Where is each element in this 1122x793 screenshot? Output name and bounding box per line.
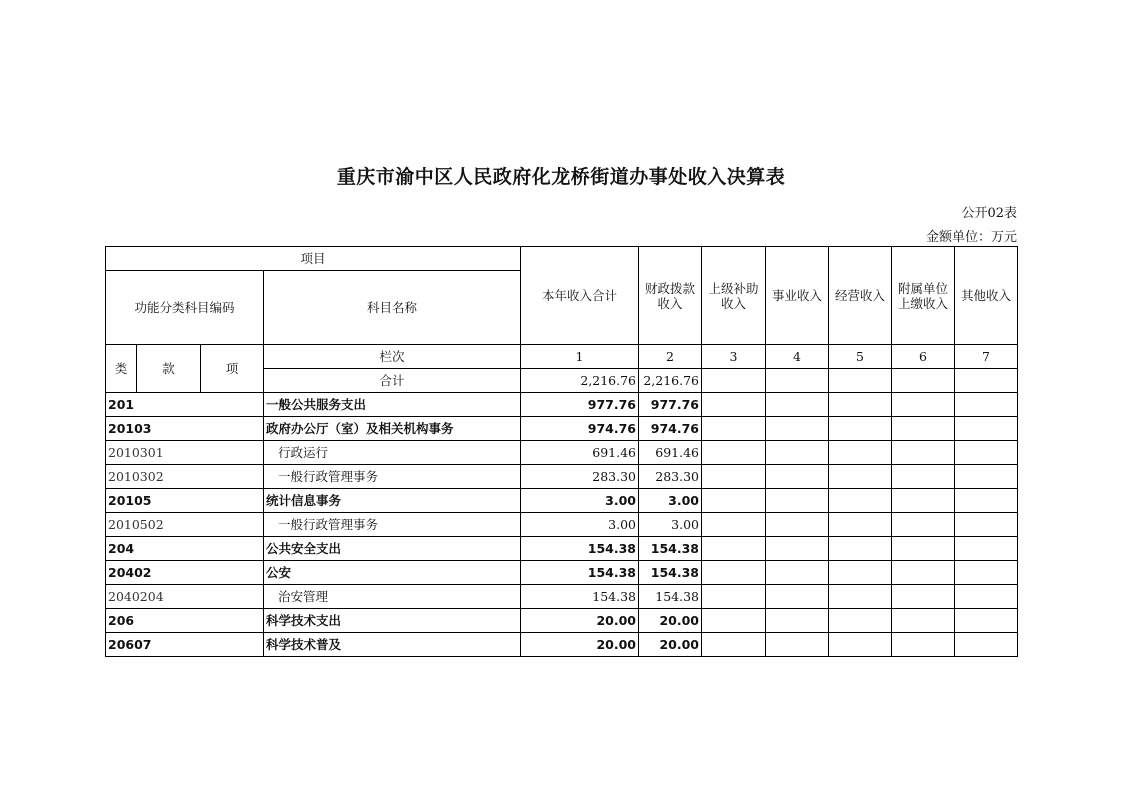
table-row bbox=[106, 489, 1018, 513]
row-superior-income bbox=[702, 633, 766, 657]
row-superior-income bbox=[702, 609, 766, 633]
row-business-income bbox=[766, 465, 829, 489]
row-subject-name: 科学技术支出 bbox=[264, 609, 521, 633]
row-total-income: 154.38 bbox=[521, 585, 639, 609]
row-affiliated-income bbox=[892, 489, 955, 513]
row-fiscal-income: 283.30 bbox=[639, 465, 702, 489]
row-other-income bbox=[955, 585, 1018, 609]
header-fiscal-line1: 财政拨款 bbox=[644, 280, 695, 296]
row-total-income: 154.38 bbox=[521, 561, 639, 585]
row-fiscal-income: 974.76 bbox=[639, 417, 702, 441]
row-operating-income bbox=[829, 489, 892, 513]
total-superior-value bbox=[702, 369, 766, 393]
row-affiliated-income bbox=[892, 609, 955, 633]
row-business-income bbox=[766, 489, 829, 513]
header-affiliated bbox=[892, 247, 955, 345]
total-operating-value bbox=[829, 369, 892, 393]
row-business-income bbox=[766, 417, 829, 441]
row-other-income bbox=[955, 633, 1018, 657]
total-income-value: 2,216.76 bbox=[521, 369, 639, 393]
table-row bbox=[106, 393, 1018, 417]
row-business-income bbox=[766, 561, 829, 585]
row-total-income: 974.76 bbox=[521, 417, 639, 441]
row-total-income: 154.38 bbox=[521, 537, 639, 561]
row-other-income bbox=[955, 417, 1018, 441]
row-other-income bbox=[955, 489, 1018, 513]
row-code: 20105 bbox=[106, 489, 264, 513]
header-fiscal bbox=[639, 247, 702, 345]
row-operating-income bbox=[829, 513, 892, 537]
table-row bbox=[106, 417, 1018, 441]
total-business-value bbox=[766, 369, 829, 393]
row-operating-income bbox=[829, 393, 892, 417]
row-code: 20607 bbox=[106, 633, 264, 657]
table-code: 公开02表 bbox=[961, 206, 1017, 221]
table-row bbox=[106, 441, 1018, 465]
header-kuan: 款 bbox=[137, 345, 201, 393]
row-subject-name: 科学技术普及 bbox=[264, 633, 521, 657]
row-affiliated-income bbox=[892, 441, 955, 465]
row-operating-income bbox=[829, 441, 892, 465]
amount-unit: 金额单位：万元 bbox=[925, 230, 1017, 245]
row-fiscal-income: 20.00 bbox=[639, 633, 702, 657]
row-code: 206 bbox=[106, 609, 264, 633]
row-affiliated-income bbox=[892, 393, 955, 417]
table-row bbox=[106, 609, 1018, 633]
row-affiliated-income bbox=[892, 537, 955, 561]
row-business-income bbox=[766, 609, 829, 633]
income-table bbox=[105, 246, 1018, 657]
row-superior-income bbox=[702, 561, 766, 585]
row-superior-income bbox=[702, 513, 766, 537]
row-code: 204 bbox=[106, 537, 264, 561]
row-total-income: 691.46 bbox=[521, 441, 639, 465]
row-fiscal-income: 154.38 bbox=[639, 561, 702, 585]
header-affiliated-line1: 附属单位 bbox=[897, 280, 948, 296]
col-number-4: 4 bbox=[766, 345, 829, 369]
total-other-value bbox=[955, 369, 1018, 393]
row-subject-name: 治安管理 bbox=[264, 585, 521, 609]
table-row bbox=[106, 537, 1018, 561]
row-affiliated-income bbox=[892, 465, 955, 489]
row-affiliated-income bbox=[892, 633, 955, 657]
row-business-income bbox=[766, 537, 829, 561]
col-number-5: 5 bbox=[829, 345, 892, 369]
row-total-income: 20.00 bbox=[521, 633, 639, 657]
row-fiscal-income: 154.38 bbox=[639, 585, 702, 609]
row-total-income: 3.00 bbox=[521, 513, 639, 537]
header-func-code: 功能分类科目编码 bbox=[106, 271, 264, 345]
col-number-2: 2 bbox=[639, 345, 702, 369]
total-affiliated-value bbox=[892, 369, 955, 393]
row-operating-income bbox=[829, 537, 892, 561]
row-total-income: 20.00 bbox=[521, 609, 639, 633]
row-other-income bbox=[955, 513, 1018, 537]
row-superior-income bbox=[702, 417, 766, 441]
row-operating-income bbox=[829, 633, 892, 657]
header-other: 其他收入 bbox=[955, 247, 1018, 345]
header-superior bbox=[702, 247, 766, 345]
row-fiscal-income: 977.76 bbox=[639, 393, 702, 417]
col-number-3: 3 bbox=[702, 345, 766, 369]
row-code: 2040204 bbox=[106, 585, 264, 609]
row-other-income bbox=[955, 537, 1018, 561]
row-affiliated-income bbox=[892, 513, 955, 537]
row-subject-name: 公共安全支出 bbox=[264, 537, 521, 561]
row-other-income bbox=[955, 441, 1018, 465]
row-business-income bbox=[766, 633, 829, 657]
row-superior-income bbox=[702, 537, 766, 561]
row-business-income bbox=[766, 441, 829, 465]
row-operating-income bbox=[829, 417, 892, 441]
row-total-income: 977.76 bbox=[521, 393, 639, 417]
header-total-income: 本年收入合计 bbox=[521, 247, 639, 345]
row-operating-income bbox=[829, 585, 892, 609]
row-business-income bbox=[766, 393, 829, 417]
row-subject-name: 一般公共服务支出 bbox=[264, 393, 521, 417]
page-title: 重庆市渝中区人民政府化龙桥街道办事处收入决算表 bbox=[336, 166, 786, 188]
row-operating-income bbox=[829, 609, 892, 633]
row-other-income bbox=[955, 393, 1018, 417]
row-business-income bbox=[766, 585, 829, 609]
table-row bbox=[106, 465, 1018, 489]
row-code: 201 bbox=[106, 393, 264, 417]
row-code: 20103 bbox=[106, 417, 264, 441]
header-lei: 类 bbox=[106, 345, 137, 393]
row-fiscal-income: 691.46 bbox=[639, 441, 702, 465]
table-row bbox=[106, 585, 1018, 609]
table-row bbox=[106, 513, 1018, 537]
row-superior-income bbox=[702, 489, 766, 513]
row-other-income bbox=[955, 609, 1018, 633]
row-total-income: 3.00 bbox=[521, 489, 639, 513]
row-superior-income bbox=[702, 393, 766, 417]
col-number-1: 1 bbox=[521, 345, 639, 369]
row-fiscal-income: 3.00 bbox=[639, 489, 702, 513]
header-business: 事业收入 bbox=[766, 247, 829, 345]
row-code: 2010302 bbox=[106, 465, 264, 489]
row-total-income: 283.30 bbox=[521, 465, 639, 489]
header-subject-name: 科目名称 bbox=[264, 271, 521, 345]
row-code: 2010301 bbox=[106, 441, 264, 465]
row-superior-income bbox=[702, 585, 766, 609]
row-subject-name: 一般行政管理事务 bbox=[264, 465, 521, 489]
total-label: 合计 bbox=[264, 369, 521, 393]
header-project: 项目 bbox=[106, 247, 521, 271]
row-affiliated-income bbox=[892, 417, 955, 441]
header-fiscal-line2: 收入 bbox=[657, 295, 683, 311]
header-affiliated-line2: 上缴收入 bbox=[897, 295, 948, 311]
col-number-7: 7 bbox=[955, 345, 1018, 369]
row-fiscal-income: 3.00 bbox=[639, 513, 702, 537]
row-code: 20402 bbox=[106, 561, 264, 585]
row-fiscal-income: 20.00 bbox=[639, 609, 702, 633]
row-operating-income bbox=[829, 465, 892, 489]
row-operating-income bbox=[829, 561, 892, 585]
row-subject-name: 一般行政管理事务 bbox=[264, 513, 521, 537]
row-subject-name: 统计信息事务 bbox=[264, 489, 521, 513]
row-other-income bbox=[955, 561, 1018, 585]
row-subject-name: 行政运行 bbox=[264, 441, 521, 465]
header-superior-line1: 上级补助 bbox=[708, 280, 759, 296]
row-subject-name: 公安 bbox=[264, 561, 521, 585]
total-fiscal-value: 2,216.76 bbox=[639, 369, 702, 393]
row-business-income bbox=[766, 513, 829, 537]
row-affiliated-income bbox=[892, 561, 955, 585]
row-code: 2010502 bbox=[106, 513, 264, 537]
table-row bbox=[106, 561, 1018, 585]
row-superior-income bbox=[702, 465, 766, 489]
row-other-income bbox=[955, 465, 1018, 489]
header-superior-line2: 收入 bbox=[720, 295, 746, 311]
table-row bbox=[106, 633, 1018, 657]
col-number-6: 6 bbox=[892, 345, 955, 369]
header-operating: 经营收入 bbox=[829, 247, 892, 345]
row-affiliated-income bbox=[892, 585, 955, 609]
row-superior-income bbox=[702, 441, 766, 465]
header-xiang: 项 bbox=[201, 345, 264, 393]
row-subject-name: 政府办公厅（室）及相关机构事务 bbox=[264, 417, 521, 441]
header-column-no: 栏次 bbox=[264, 345, 521, 369]
row-fiscal-income: 154.38 bbox=[639, 537, 702, 561]
